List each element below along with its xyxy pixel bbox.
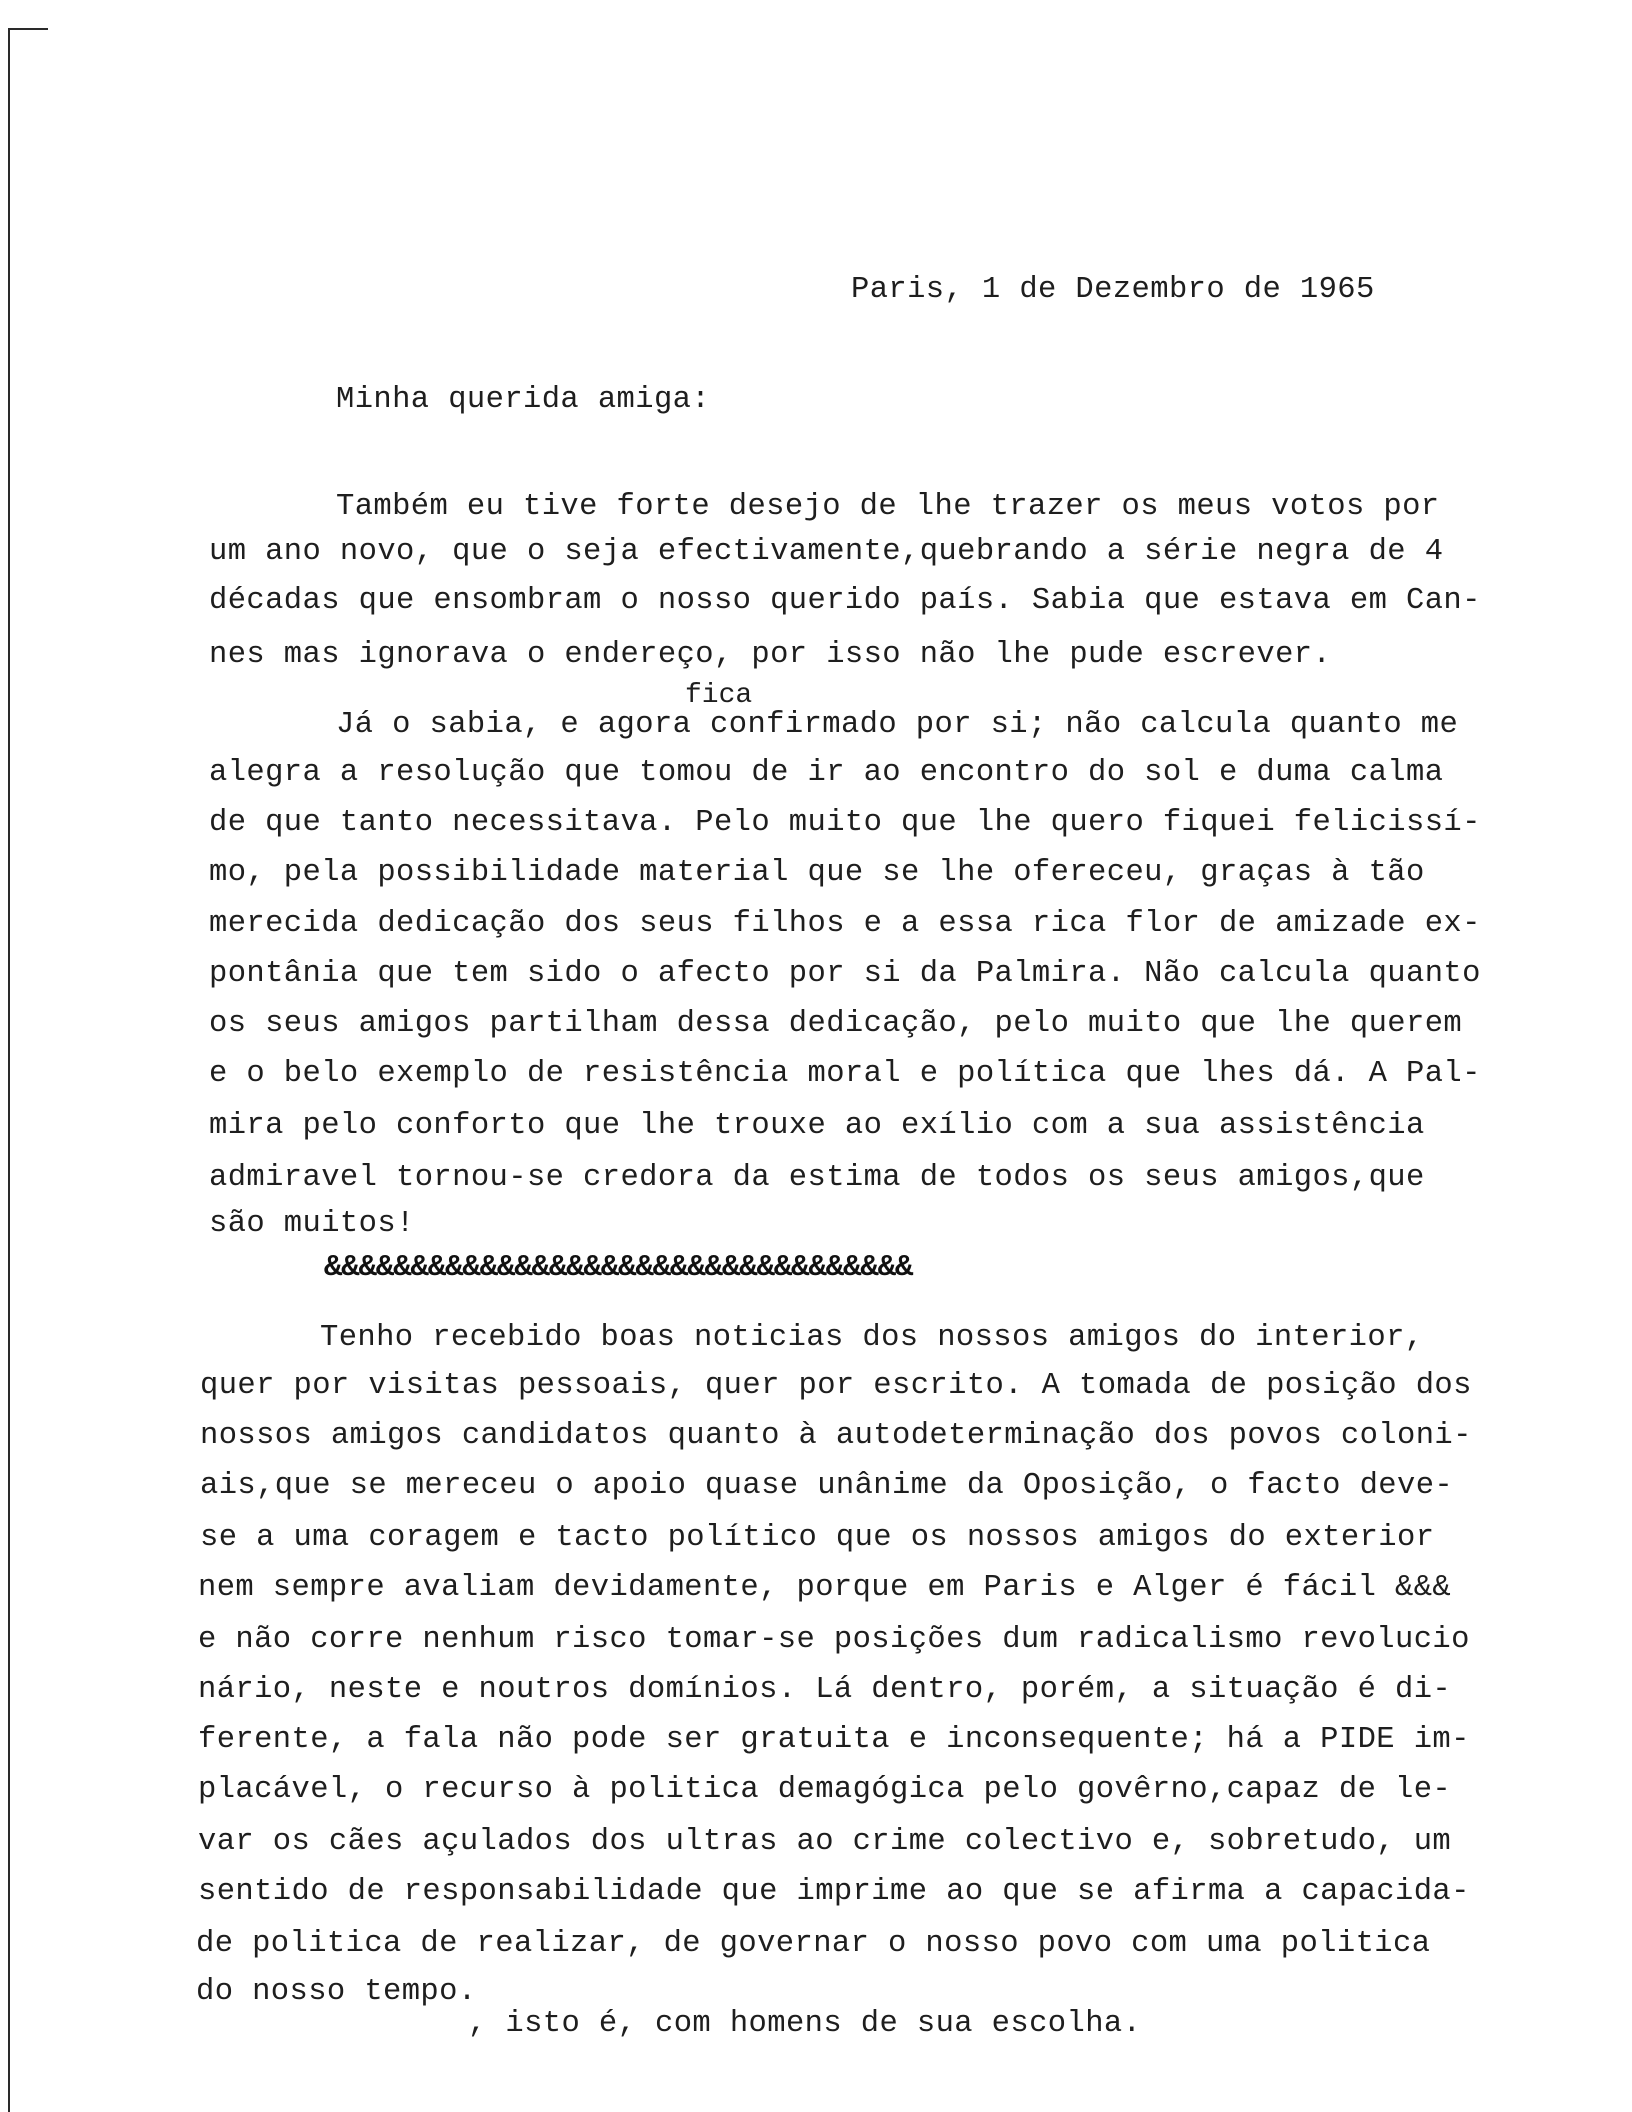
page-edge-left [8, 28, 10, 2112]
paragraph-3-line: se a uma coragem e tacto político que os nossos amigos do exterior [200, 1521, 1435, 1555]
paragraph-3-line: e não corre nenhum risco tomar-se posições dum radicalismo revolucio [198, 1623, 1470, 1657]
paragraph-3-line: ais,que se mereceu o apoio quase unânime da Oposição, o facto deve- [200, 1469, 1454, 1503]
paragraph-2-line: mira pelo conforto que lhe trouxe ao exílio com a sua assistência [209, 1109, 1425, 1143]
paragraph-2-line: pontânia que tem sido o afecto por si da Palmira. Não calcula quanto [209, 957, 1481, 991]
paragraph-3-line: nário, neste e noutros domínios. Lá dentro, porém, a situação é di- [198, 1673, 1452, 1707]
paragraph-1-line: décadas que ensombram o nosso querido país. Sabia que estava em Can- [209, 584, 1481, 618]
paragraph-3-line: sentido de responsabilidade que imprime ao que se afirma a capacida- [198, 1875, 1470, 1909]
paragraph-1-line: nes mas ignorava o endereço, por isso não lhe pude escrever. [209, 638, 1332, 672]
paragraph-3-line: Tenho recebido boas noticias dos nossos amigos do interior, [320, 1321, 1424, 1355]
paragraph-2-line: admiravel tornou-se credora da estima de todos os seus amigos,que [209, 1161, 1425, 1195]
paragraph-2-line: Já o sabia, e agora confirmado por si; não calcula quanto me [336, 708, 1459, 742]
page-edge-top [8, 28, 48, 30]
paragraph-3-line: var os cães açulados dos ultras ao crime colectivo e, sobretudo, um [198, 1825, 1452, 1859]
paragraph-2-line: são muitos! [209, 1207, 415, 1241]
paragraph-2-line: merecida dedicação dos seus filhos e a essa rica flor de amizade ex- [209, 907, 1481, 941]
letter-date: Paris, 1 de Dezembro de 1965 [851, 273, 1375, 307]
paragraph-3-line: nossos amigos candidatos quanto à autodeterminação dos povos coloni- [200, 1419, 1472, 1453]
paragraph-3-line: placável, o recurso à politica demagógica pelo govêrno,capaz de le- [198, 1773, 1452, 1807]
paragraph-2-line: e o belo exemplo de resistência moral e política que lhes dá. A Pal- [209, 1057, 1481, 1091]
paragraph-3-line: do nosso tempo. [196, 1975, 477, 2009]
paragraph-2-line: de que tanto necessitava. Pelo muito que lhe quero fiquei felicissí- [209, 806, 1481, 840]
paragraph-3-continuation: , isto é, com homens de sua escolha. [468, 2007, 1142, 2041]
paragraph-3-line: ferente, a fala não pode ser gratuita e inconsequente; há a PIDE im- [198, 1723, 1470, 1757]
struck-out-line: &&&&&&&&&&&&&&&&&&&&&&&&&&&&&&&&&& [324, 1251, 913, 1285]
handwritten-insert: fica [685, 680, 753, 711]
paragraph-1-line: Também eu tive forte desejo de lhe trazer os meus votos por [336, 490, 1440, 524]
paragraph-3-line: nem sempre avaliam devidamente, porque em Paris e Alger é fácil &&& [198, 1571, 1452, 1605]
paragraph-2-line: os seus amigos partilham dessa dedicação, pelo muito que lhe querem [209, 1007, 1463, 1041]
paragraph-2-line: mo, pela possibilidade material que se lhe ofereceu, graças à tão [209, 856, 1425, 890]
letter-salutation: Minha querida amiga: [336, 383, 711, 417]
paragraph-2-line: alegra a resolução que tomou de ir ao encontro do sol e duma calma [209, 756, 1444, 790]
paragraph-3-line: de politica de realizar, de governar o nosso povo com uma politica [196, 1927, 1431, 1961]
paragraph-3-line: quer por visitas pessoais, quer por escrito. A tomada de posição dos [200, 1369, 1472, 1403]
paragraph-1-line: um ano novo, que o seja efectivamente,quebrando a série negra de 4 [209, 535, 1444, 569]
